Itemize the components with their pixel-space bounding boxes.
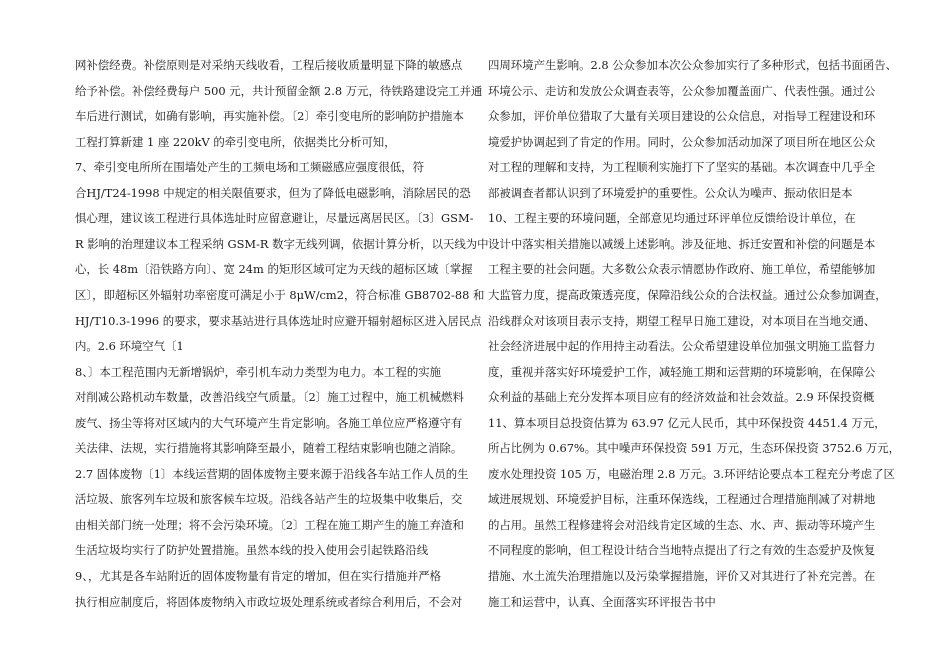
text-line: 废气、扬尘等将对区域内的大气环境产生肯定影响。各施工单位应严格遵守有 [75, 415, 463, 430]
text-line: 惧心理，建议该工程进行具体选址时应留意避让，尽量远离居民区。〔3〕GSM- [75, 211, 474, 226]
text-line: HJ/T10.3-1996 的要求，要求基站进行具体选址时应避开辐射超标区进入居民点 [75, 313, 482, 328]
text-line: 众参加，评价单位猎取了大量有关项目建设的公众信息，对指导工程建设和环 [488, 109, 876, 124]
text-line: 车后进行测试，如确有影响，再实施补偿。〔2〕牵引变电所的影响防护措施本 [75, 109, 464, 124]
text-line: 社会经济进展中起的作用持主动看法。公众希望建设单位加强文明施工监督力 [488, 339, 876, 354]
text-line: 10、工程主要的环境问题，全部意见均通过环评单位反馈给设计单位，在 [488, 211, 856, 226]
text-line: 不同程度的影响，但工程设计结合当地特点提出了行之有效的生态爱护及恢复 [488, 543, 876, 558]
text-line: 大监管力度，提高政策透亮度，保障沿线公众的合法权益。通过公众参加调查， [488, 287, 887, 302]
text-line: 内。2.6 环境空气〔1 [75, 339, 184, 354]
text-line: 11、算本项目总投资估算为 63.97 亿元人民币，其中环保投资 4451.4 万元， [488, 415, 886, 430]
text-line: 措施、水土流失治理措施以及污染掌握措施，评价又对其进行了补充完善。在 [488, 569, 876, 583]
text-line: 部被调查者都认识到了环境爱护的重要性。公众认为噪声、振动依旧是本 [488, 185, 853, 200]
text-line: 由相关部门统一处理；将不会污染环境。〔2〕工程在施工期产生的施工弃渣和 [75, 517, 464, 532]
text-line: 对工程的理解和支持，为工程顺利实施打下了坚实的基础。本次调查中几乎全 [488, 160, 876, 175]
text-line: 环境公示、走访和发放公众调查表等，公众参加覆盖面广、代表性强。通过公 [488, 83, 876, 98]
text-line: 废水处理投资 105 万，电磁治理 2.8 万元。3.环评结论要点本工程充分考虑了区 [488, 466, 895, 481]
text-line: 2.7 固体废物〔1〕本线运营期的固体废物主要来源于沿线各车站工作人员的生 [75, 466, 469, 481]
text-line: 给予补偿。补偿经费每户 500 元，共计预留金额 2.8 万元，待铁路建设完工并通 [75, 83, 483, 98]
text-line: 关法律、法规，实行措施将其影响降至最小，随着工程结束影响也随之消除。 [75, 441, 463, 456]
text-line: R 影响的治理建议本工程采纳 GSM-R 数字无线列调，依据计算分析，以天线为中 [75, 236, 489, 251]
text-line: 的占用。虽然工程修建将会对沿线肯定区域的生态、水、声、振动等环境产生 [488, 517, 876, 532]
text-line: 设计中落实相关措施以减缓上述影响。涉及征地、拆迁安置和补偿的问题是本 [488, 236, 876, 251]
text-line: 所占比例为 0.67%。其中噪声环保投资 591 万元，生态环保投资 3752.6 万元， [488, 441, 901, 456]
text-line: 度，重视并落实好环境爱护工作，减轻施工期和运营期的环境影响，在保障公 [488, 364, 876, 379]
text-line: 执行相应制度后，将固体废物纳入市政垃圾处理系统或者综合利用后，不会对 [75, 594, 463, 609]
text-line: 网补偿经费。补偿原则是对采纳天线收看，工程后接收质量明显下降的敏感点 [75, 58, 463, 72]
text-line: 活垃圾、旅客列车垃圾和旅客候车垃圾。沿线各站产生的垃圾集中收集后，交 [75, 492, 463, 507]
text-line: 工程主要的社会问题。大多数公众表示情愿协作政府、施工单位，希望能够加 [488, 262, 876, 277]
text-line: 9、，尤其是各车站附近的固体废物量有肯定的增加，但在实行措施并严格 [75, 569, 442, 583]
text-line: 众利益的基础上充分发挥本项目应有的经济效益和社会效益。2.9 环保投资概 [488, 390, 875, 405]
text-line: 工程打算新建 1 座 220kV 的牵引变电所，依据类比分析可知， [75, 134, 396, 149]
text-line: 施工和运营中，认真、全面落实环评报告书中 [488, 594, 716, 609]
text-line: 7、牵引变电所所在围墙处产生的工频电场和工频磁感应强度很低，符 [75, 160, 424, 175]
text-line: 境爱护协调起到了肯定的作用。同时，公众参加活动加深了项目所在地区公众 [488, 134, 876, 149]
text-line: 区〕，即超标区外辐射功率密度可满足小于 8μW/cm2，符合标准 GB8702-88 和 [75, 287, 485, 302]
text-line: 对削减公路机动车数量，改善沿线空气质量。〔2〕施工过程中，施工机械燃料 [75, 390, 464, 405]
text-line: 生活垃圾均实行了防护处置措施。虽然本线的投入使用会引起铁路沿线 [75, 543, 429, 558]
text-line: 域进展规划、环境爱护目标，注重环保选线，工程通过合理措施削减了对耕地 [488, 492, 876, 507]
text-line: 沿线群众对该项目表示支持，期望工程早日施工建设，对本项目在当地交通、 [488, 313, 876, 328]
text-line: 合HJ/T24-1998 中规定的相关限值要求，但为了降低电磁影响，消除居民的恐 [75, 185, 471, 200]
text-line: 四周环境产生影响。2.8 公众参加本次公众参加实行了多种形式，包括书面函告、 [488, 58, 898, 72]
text-line: 8、〕本工程范围内无新增锅炉，牵引机车动力类型为电力。本工程的实施 [75, 364, 442, 379]
text-line: 心，长 48m〔沿铁路方向〕、宽 24m 的矩形区域可定为天线的超标区域〔掌握 [75, 262, 473, 277]
